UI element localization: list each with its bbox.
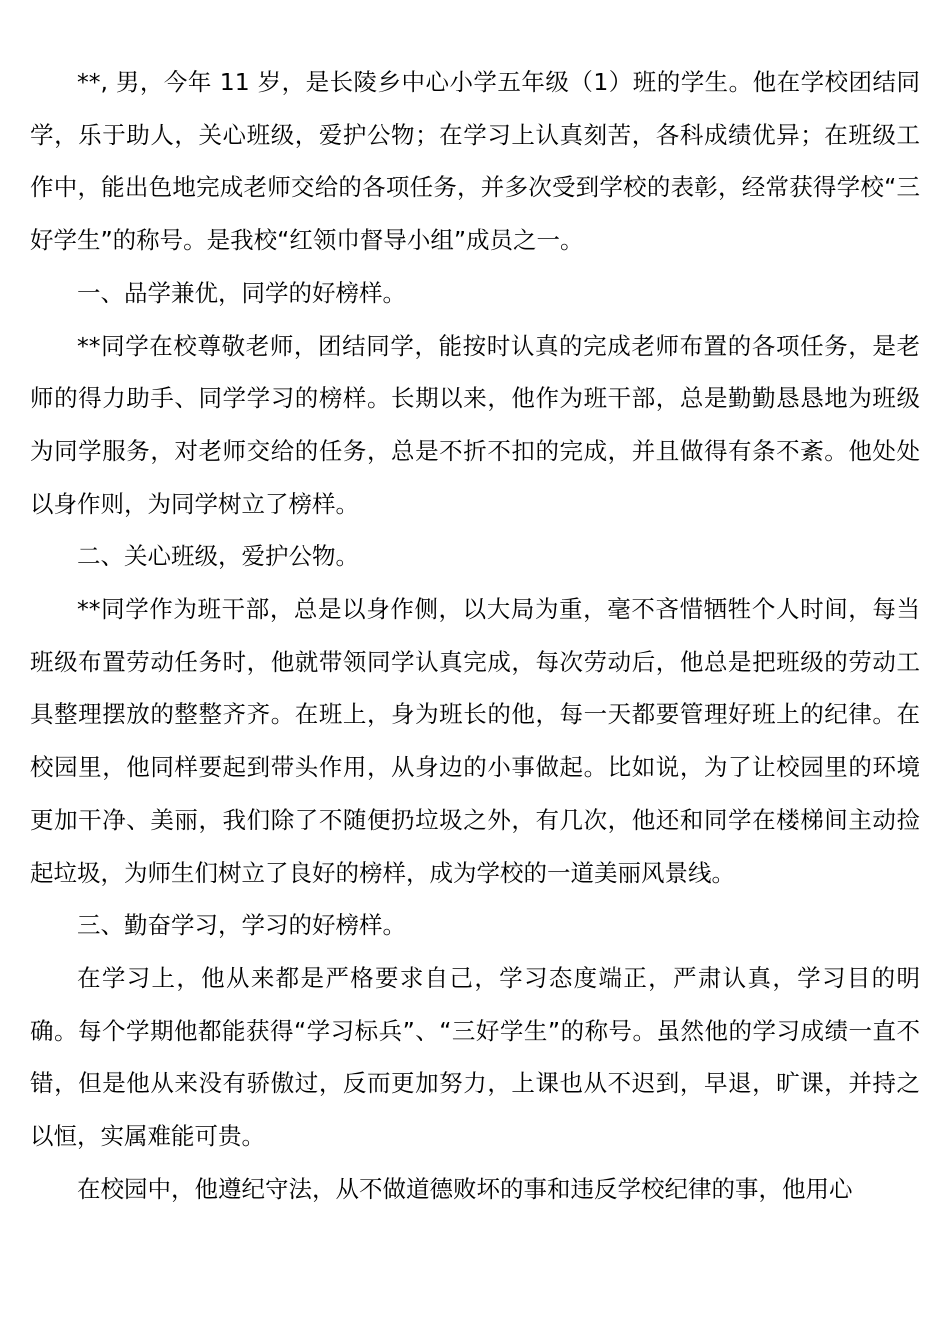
section-1-paragraph: **同学在校尊敬老师，团结同学，能按时认真的完成老师布置的各项任务，是老师的得力助手、同学学习的榜样。长期以来，他作为班干部，总是勤勤恳恳地为班级为同学服务，对老师交给的任务，总是不折不扣的完成，并且做得有条不紊。他处处以身作则，为同学树立了榜样。	[30, 331, 920, 518]
document-body	[30, 56, 920, 1215]
intro-paragraph: **, 男，今年 11 岁，是长陵乡中心小学五年级（1）班的学生。他在学校团结同学，乐于助人，关心班级，爱护公物；在学习上认真刻苦，各科成绩优异；在班级工作中，能出色地完成老师交给的各项任务，并多次受到学校的表彰，经常获得学校“三好学生”的称号。是我校“红领巾督导小组”成员之一。	[30, 68, 920, 255]
section-3-paragraph: 在学习上，他从来都是严格要求自己，学习态度端正，严肃认真，学习目的明确。每个学期他都能获得“学习标兵”、“三好学生”的称号。虽然他的学习成绩一直不错，但是他从来没有骄傲过，反而更加努力，上课也从不迟到，早退，旷课，并持之以恒，实属难能可贵。	[30, 963, 920, 1151]
section-heading-3: 三、勤奋学习，学习的好榜样。	[77, 911, 406, 940]
section-3-paragraph-continued: 在校园中，他遵纪守法，从不做道德败坏的事和违反学校纪律的事，他用心	[77, 1174, 853, 1203]
section-heading-1: 一、品学兼优，同学的好榜样。	[77, 278, 406, 307]
section-2-paragraph: **同学作为班干部，总是以身作侧，以大局为重，毫不吝惜牺牲个人时间，每当班级布置劳动任务时，他就带领同学认真完成，每次劳动后，他总是把班级的劳动工具整理摆放的整整齐齐。在班上，身为班长的他，每一天都要管理好班上的纪律。在校园里，他同样要起到带头作用，从身边的小事做起。比如说，为了让校园里的环境更加干净、美丽，我们除了不随便扔垃圾之外，有几次，他还和同学在楼梯间主动捡起垃圾，为师生们树立了良好的榜样，成为学校的一道美丽风景线。	[30, 595, 920, 887]
section-heading-2: 二、关心班级，爱护公物。	[77, 542, 359, 571]
